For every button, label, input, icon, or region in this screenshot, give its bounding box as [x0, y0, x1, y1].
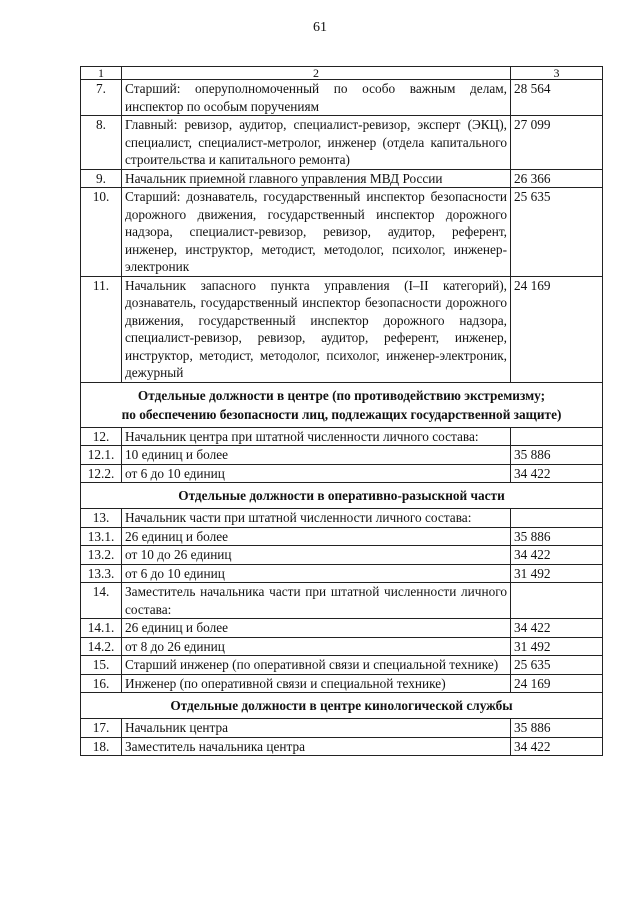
- section-heading: [81, 693, 603, 719]
- row-number: 18.: [81, 737, 122, 756]
- position-title: Старший: оперуполномоченный по особо важным делам, инспектор по особым поручениям: [122, 80, 511, 116]
- salary-value: 35 886: [511, 719, 603, 738]
- position-title: Начальник центра при штатной численности личного состава:: [122, 427, 511, 446]
- salary-value: 31 492: [511, 637, 603, 656]
- salary-value: 27 099: [511, 116, 603, 170]
- salary-table: [80, 66, 603, 756]
- salary-value: 35 886: [511, 446, 603, 465]
- section-heading-row: [81, 483, 603, 509]
- table-row: [81, 637, 603, 656]
- table-row: [81, 737, 603, 756]
- salary-value: 24 169: [511, 276, 603, 382]
- table-row: [81, 464, 603, 483]
- table-row: [81, 80, 603, 116]
- position-title: от 6 до 10 единиц: [122, 464, 511, 483]
- position-title: Начальник части при штатной численности личного состава:: [122, 509, 511, 528]
- salary-table-body: [81, 67, 603, 756]
- position-title: Начальник центра: [122, 719, 511, 738]
- row-number: 13.2.: [81, 546, 122, 565]
- position-title: Начальник приемной главного управления МВД России: [122, 169, 511, 188]
- row-number: 12.: [81, 427, 122, 446]
- table-row: [81, 527, 603, 546]
- column-number-row: [81, 67, 603, 80]
- salary-value: 25 635: [511, 656, 603, 675]
- row-number: 11.: [81, 276, 122, 382]
- row-number: 14.1.: [81, 619, 122, 638]
- position-title: от 8 до 26 единиц: [122, 637, 511, 656]
- row-number: 14.2.: [81, 637, 122, 656]
- column-number-3: 3: [511, 67, 603, 80]
- table-row: [81, 169, 603, 188]
- row-number: 16.: [81, 674, 122, 693]
- salary-value: 34 422: [511, 464, 603, 483]
- salary-value: 25 635: [511, 188, 603, 277]
- table-row: [81, 583, 603, 619]
- table-row: [81, 276, 603, 382]
- position-title: Инженер (по оперативной связи и специальной технике): [122, 674, 511, 693]
- row-number: 9.: [81, 169, 122, 188]
- position-title: 10 единиц и более: [122, 446, 511, 465]
- salary-value: 26 366: [511, 169, 603, 188]
- column-number-2: 2: [122, 67, 511, 80]
- table-row: [81, 719, 603, 738]
- table-row: [81, 674, 603, 693]
- position-title: Начальник запасного пункта управления (I–II категорий), дознаватель, государственный инспектор безопасности дорожного движения, государственный инспектор дорожного надзора, специалист-ревизор, ревизор, аудитор, референт, инженер, инструктор, методист, методолог, психолог, инженер-электроник, дежурный: [122, 276, 511, 382]
- salary-value: 31 492: [511, 564, 603, 583]
- table-row: [81, 619, 603, 638]
- row-number: 13.1.: [81, 527, 122, 546]
- row-number: 15.: [81, 656, 122, 675]
- section-heading: [81, 483, 603, 509]
- salary-value: 34 422: [511, 737, 603, 756]
- position-title: Старший инженер (по оперативной связи и специальной технике): [122, 656, 511, 675]
- table-row: [81, 509, 603, 528]
- salary-value: 35 886: [511, 527, 603, 546]
- row-number: 13.3.: [81, 564, 122, 583]
- salary-value: 34 422: [511, 546, 603, 565]
- position-title: Главный: ревизор, аудитор, специалист-ревизор, эксперт (ЭКЦ), специалист, специалист-метролог, инженер (отдела капитального строительства и капитального ремонта): [122, 116, 511, 170]
- row-number: 12.1.: [81, 446, 122, 465]
- salary-value: 24 169: [511, 674, 603, 693]
- row-number: 13.: [81, 509, 122, 528]
- table-row: [81, 427, 603, 446]
- page-number: 61: [313, 20, 327, 35]
- section-heading-row: [81, 382, 603, 427]
- position-title: Заместитель начальника части при штатной численности личного состава:: [122, 583, 511, 619]
- table-row: [81, 656, 603, 675]
- row-number: 12.2.: [81, 464, 122, 483]
- section-heading-row: [81, 693, 603, 719]
- section-heading-line: по обеспечению безопасности лиц, подлежащих государственной защите): [121, 406, 562, 422]
- salary-value: 34 422: [511, 619, 603, 638]
- position-title: от 6 до 10 единиц: [122, 564, 511, 583]
- section-heading-line: Отдельные должности в оперативно-разыскной части: [178, 488, 505, 503]
- row-number: 17.: [81, 719, 122, 738]
- table-row: [81, 188, 603, 277]
- salary-value: [511, 427, 603, 446]
- table-row: [81, 564, 603, 583]
- position-title: 26 единиц и более: [122, 527, 511, 546]
- row-number: 7.: [81, 80, 122, 116]
- salary-value: 28 564: [511, 80, 603, 116]
- position-title: 26 единиц и более: [122, 619, 511, 638]
- row-number: 10.: [81, 188, 122, 277]
- table-row: [81, 546, 603, 565]
- salary-value: [511, 583, 603, 619]
- section-heading-line: Отдельные должности в центре кинологической службы: [170, 698, 513, 713]
- table-row: [81, 446, 603, 465]
- position-title: от 10 до 26 единиц: [122, 546, 511, 565]
- salary-value: [511, 509, 603, 528]
- column-number-1: 1: [81, 67, 122, 80]
- position-title: Старший: дознаватель, государственный инспектор безопасности дорожного движения, государственный инспектор дорожного надзора, специалист-ревизор, ревизор, аудитор, референт, инженер, инструктор, методист, методолог, психолог, инженер-электроник: [122, 188, 511, 277]
- row-number: 14.: [81, 583, 122, 619]
- section-heading: [81, 382, 603, 427]
- section-heading-line: Отдельные должности в центре (по противодействию экстремизму;: [137, 387, 546, 403]
- position-title: Заместитель начальника центра: [122, 737, 511, 756]
- row-number: 8.: [81, 116, 122, 170]
- table-row: [81, 116, 603, 170]
